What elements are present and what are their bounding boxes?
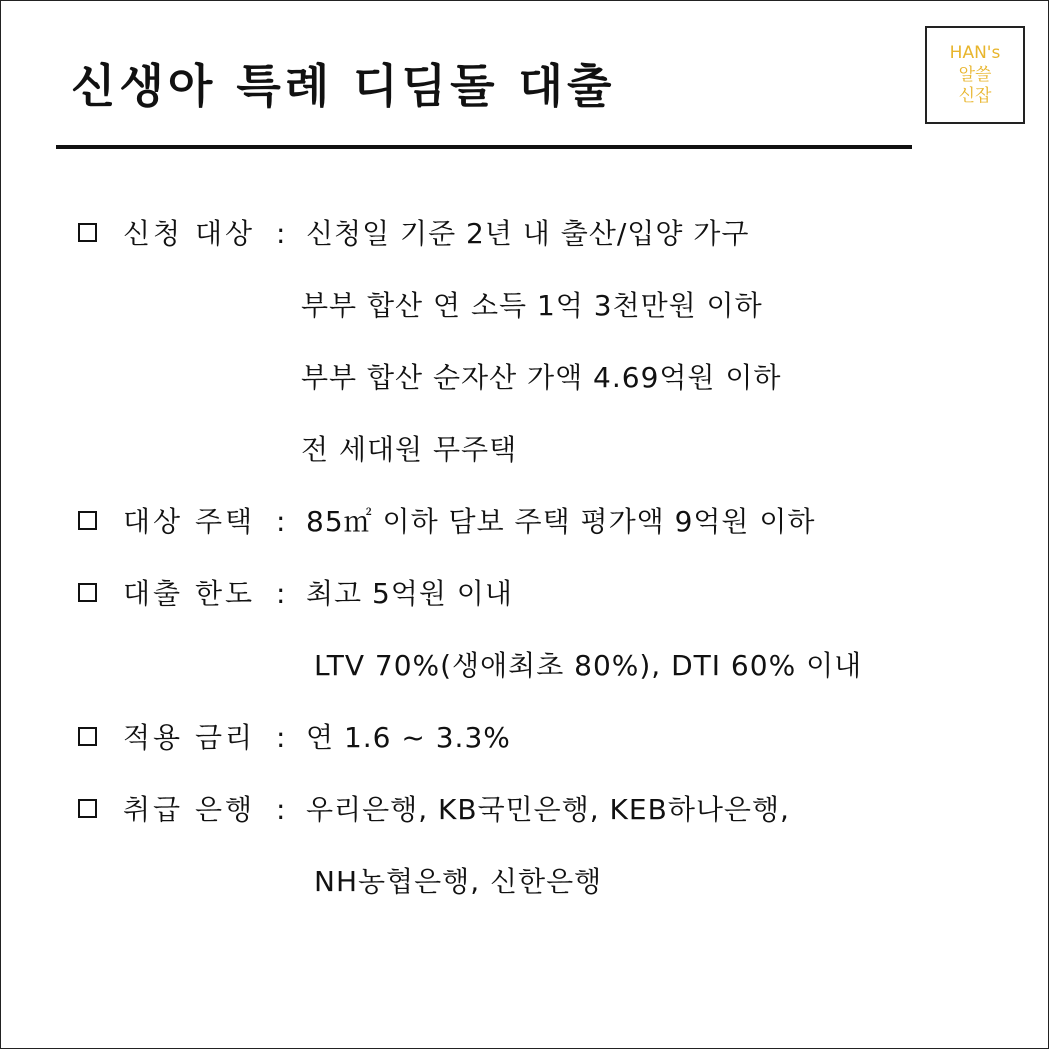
limit-value: 최고 5억원 이내: [306, 577, 513, 610]
checkbox-icon: [78, 511, 97, 530]
label-colon: :: [276, 577, 286, 610]
eligibility-income: 부부 합산 연 소득 1억 3천만원 이하: [301, 289, 763, 322]
checkbox-icon: [78, 583, 97, 602]
rate-value: 연 1.6 ~ 3.3%: [306, 721, 511, 754]
housing-label: 대상 주택: [123, 505, 256, 538]
banks-label: 취급 은행: [123, 793, 256, 826]
checkbox-icon: [78, 223, 97, 242]
label-colon: :: [276, 217, 286, 250]
eligibility-value: 신청일 기준 2년 내 출산/입양 가구: [306, 217, 750, 250]
rate-label: 적용 금리: [123, 721, 256, 754]
limit-label: 대출 한도: [123, 577, 256, 610]
eligibility-label: 신청 대상: [123, 217, 256, 250]
housing-value: 85㎡ 이하 담보 주택 평가액 9억원 이하: [306, 505, 816, 538]
label-colon: :: [276, 721, 286, 754]
label-colon: :: [276, 793, 286, 826]
limit-ltv-dti: LTV 70%(생애최초 80%), DTI 60% 이내: [314, 649, 863, 682]
logo-line-2: 알쓸: [958, 64, 992, 85]
logo-line-3: 신잡: [958, 86, 992, 107]
page-title: 신생아 특례 디딤돌 대출: [71, 59, 616, 113]
title-underline: [56, 145, 912, 149]
logo-line-1: HAN's: [949, 43, 1001, 64]
banks-value-2: NH농협은행, 신한은행: [314, 865, 603, 898]
eligibility-no-house: 전 세대원 무주택: [301, 433, 518, 466]
checkbox-icon: [78, 799, 97, 818]
checkbox-icon: [78, 727, 97, 746]
brand-logo: [925, 26, 1025, 124]
label-colon: :: [276, 505, 286, 538]
banks-value: 우리은행, KB국민은행, KEB하나은행,: [306, 793, 790, 826]
eligibility-assets: 부부 합산 순자산 가액 4.69억원 이하: [301, 361, 782, 394]
